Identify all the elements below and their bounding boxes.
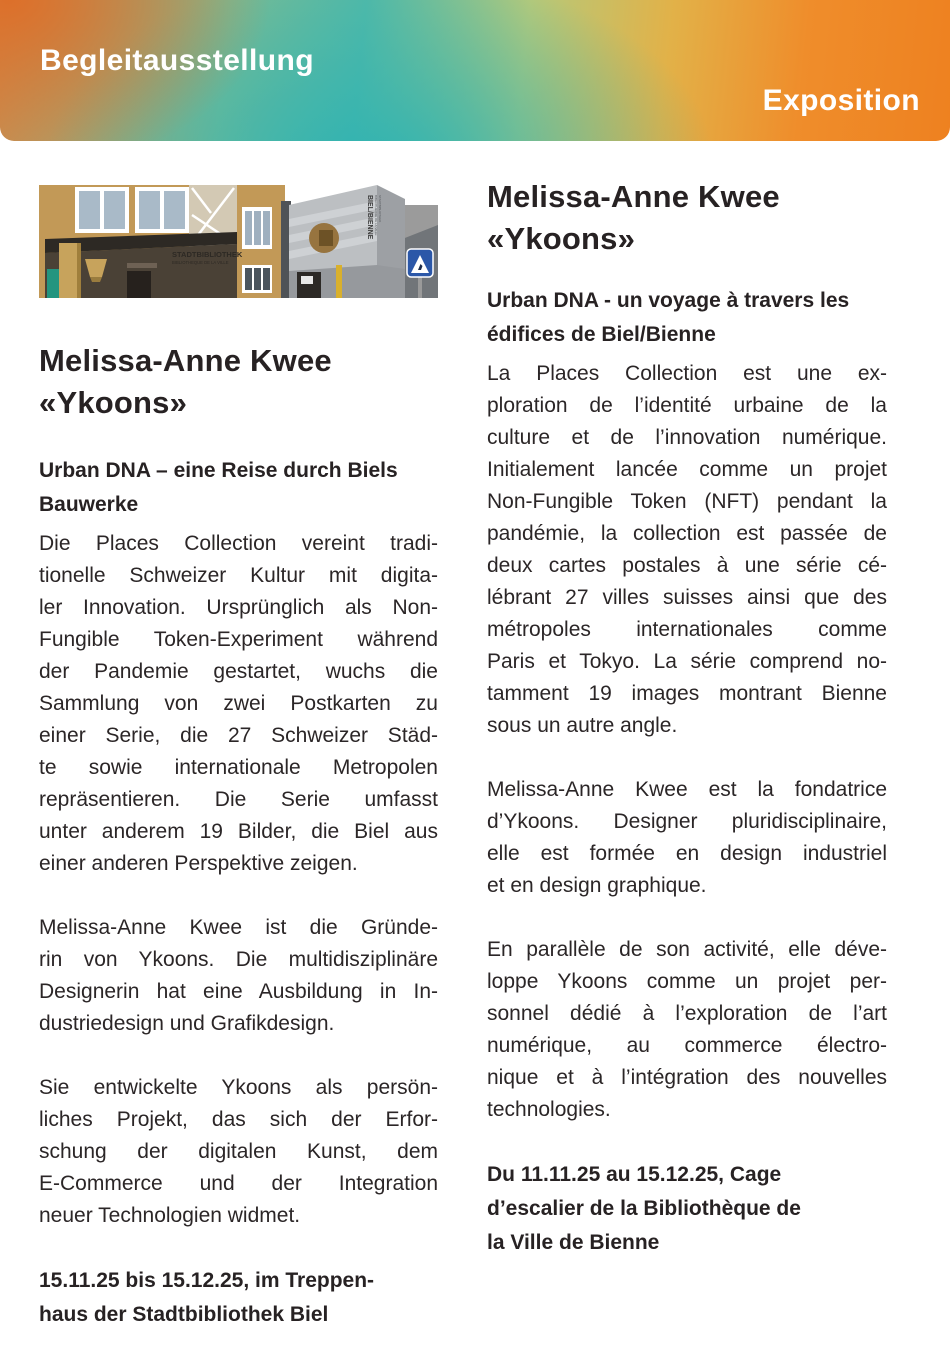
column-german (39, 141, 438, 1332)
article-title-german (39, 340, 438, 424)
text-line: Fungible Token-Experiment während (39, 628, 438, 651)
text-line: repräsentieren. Die Serie umfasst (39, 788, 438, 811)
paragraph (487, 934, 887, 1126)
text-line: numérique, au commerce électro- (487, 1034, 887, 1057)
text-line: nique et à l’intégration des nouvelles (487, 1066, 887, 1089)
article-title-french (487, 176, 887, 260)
two-column-content (0, 141, 950, 1332)
cube-door (297, 272, 321, 298)
tan-building (39, 185, 285, 298)
text-line: ploration de l’identité urbaine de la (487, 394, 887, 417)
text-line: neuer Technologien widmet. (39, 1204, 301, 1227)
text-line: einer anderen Perspektive zeigen. (39, 852, 358, 875)
text-line: métropoles internationales comme (487, 618, 887, 641)
text-line: Designerin hat eine Ausbildung in In- (39, 980, 438, 1003)
text-line: sous un autre angle. (487, 714, 678, 737)
text-line: der Pandemie gestartet, wuchs die (39, 660, 438, 683)
text-line: dustriedesign und Grafikdesign. (39, 1012, 335, 1035)
text-line: Melissa-Anne Kwee ist die Gründe- (39, 916, 438, 939)
text-line: tamment 19 images montrant Bienne (487, 682, 887, 705)
text-line: Die Places Collection vereint tradi- (39, 532, 438, 555)
text-line: «Ykoons» (39, 385, 188, 420)
text-line: deux cartes postales à une série cé- (487, 554, 887, 577)
text-line: Urban DNA - un voyage à travers les (487, 289, 850, 312)
text-line: 15.11.25 bis 15.12.25, im Treppen- (39, 1269, 375, 1292)
cube-label-text: BIEL/BIENNE (366, 195, 373, 240)
article-subtitle-german (39, 454, 438, 522)
text-line: culture et de l’innovation numérique. (487, 426, 887, 449)
text-line: Sie entwickelte Ykoons als persön- (39, 1076, 438, 1099)
tall-window-right (135, 187, 189, 233)
paragraph (487, 774, 887, 902)
text-line: Melissa-Anne Kwee est la fondatrice (487, 778, 887, 801)
text-line: technologies. (487, 1098, 611, 1121)
exhibition-dates-french (487, 1158, 887, 1260)
text-line: Melissa-Anne Kwee (39, 343, 332, 378)
body-text-german (39, 528, 438, 1232)
exhibition-dates-german (39, 1264, 438, 1332)
text-line: la Ville de Bienne (487, 1231, 660, 1254)
text-line: sonnel dédié à l’exploration de l’art (487, 1002, 887, 1025)
text-line: loppe Ykoons comme un projet per- (487, 970, 887, 993)
text-line: Melissa-Anne Kwee (487, 179, 780, 214)
text-line: et en design graphique. (487, 874, 707, 897)
text-line: pandémie, la collection est passée de (487, 522, 887, 545)
text-line: rin von Ykoons. Die multidisziplinäre (39, 948, 438, 971)
text-line: Paris et Tokyo. La série comprend no- (487, 650, 887, 673)
text-line: édifices de Biel/Bienne (487, 323, 716, 346)
text-line: unter anderem 19 Bilder, die Biel aus (39, 820, 438, 843)
text-line: En parallèle de son activité, elle déve- (487, 938, 887, 961)
text-line: ler Innovation. Ursprünglich als Non- (39, 596, 438, 619)
text-line: liches Projekt, das sich der Erfor- (39, 1108, 438, 1131)
text-line: Non-Fungible Token (NFT) pendant la (487, 490, 887, 513)
text-line: einer Serie, die 27 Schweizer Städ- (39, 724, 438, 747)
awning-text-de: STADTBIBLIOTHEK (172, 250, 243, 259)
text-line: Urban DNA – eine Reise durch Biels (39, 459, 398, 482)
small-window-upper (242, 207, 272, 249)
text-line: d’Ykoons. Designer pluridisciplinaire, (487, 810, 887, 833)
entrance-door (127, 271, 151, 298)
small-window-lower (242, 265, 272, 293)
text-line: La Places Collection est une ex- (487, 362, 887, 385)
library-illustration (39, 175, 438, 298)
text-line: Sammlung von zwei Postkarten zu (39, 692, 438, 715)
cube-sub-text-1: BIBLIOTHEQUE DE LA VILLE (374, 195, 378, 236)
header-title-french: Exposition (762, 84, 920, 117)
text-line: d’escalier de la Bibliothèque de (487, 1197, 801, 1220)
text-line: Bauwerke (39, 493, 139, 516)
paragraph (39, 1072, 438, 1232)
text-line: te sowie internationale Metropolen (39, 756, 438, 779)
text-line: «Ykoons» (487, 221, 636, 256)
article-subtitle-french (487, 284, 887, 352)
cube-sub-text-2: STADTBIBLIOTHEK (378, 195, 382, 223)
text-line: elle est formée en design industriel (487, 842, 887, 865)
paragraph (39, 528, 438, 880)
awning-text-fr: BIBLIOTHEQUE DE LA VILLE (172, 260, 229, 265)
cube-building (289, 185, 405, 298)
tall-window-left (75, 187, 129, 233)
gradient-header-band (0, 0, 950, 141)
text-line: Du 11.11.25 au 15.12.25, Cage (487, 1163, 782, 1186)
paragraph (487, 358, 887, 742)
yellow-bollard (336, 265, 342, 298)
text-line: Initialement lancée comme un projet (487, 458, 887, 481)
text-line: E-Commerce und der Integration (39, 1172, 438, 1195)
text-line: tionelle Schweizer Kultur mit digita- (39, 564, 438, 587)
column-french (487, 141, 887, 1332)
text-line: haus der Stadtbibliothek Biel (39, 1303, 329, 1326)
header-title-german: Begleitausstellung (40, 44, 314, 77)
paragraph (39, 912, 438, 1040)
text-line: lébrant 27 villes suisses ainsi que des (487, 586, 887, 609)
body-text-french (487, 358, 887, 1126)
text-line: schung der digitalen Kunst, dem (39, 1140, 438, 1163)
